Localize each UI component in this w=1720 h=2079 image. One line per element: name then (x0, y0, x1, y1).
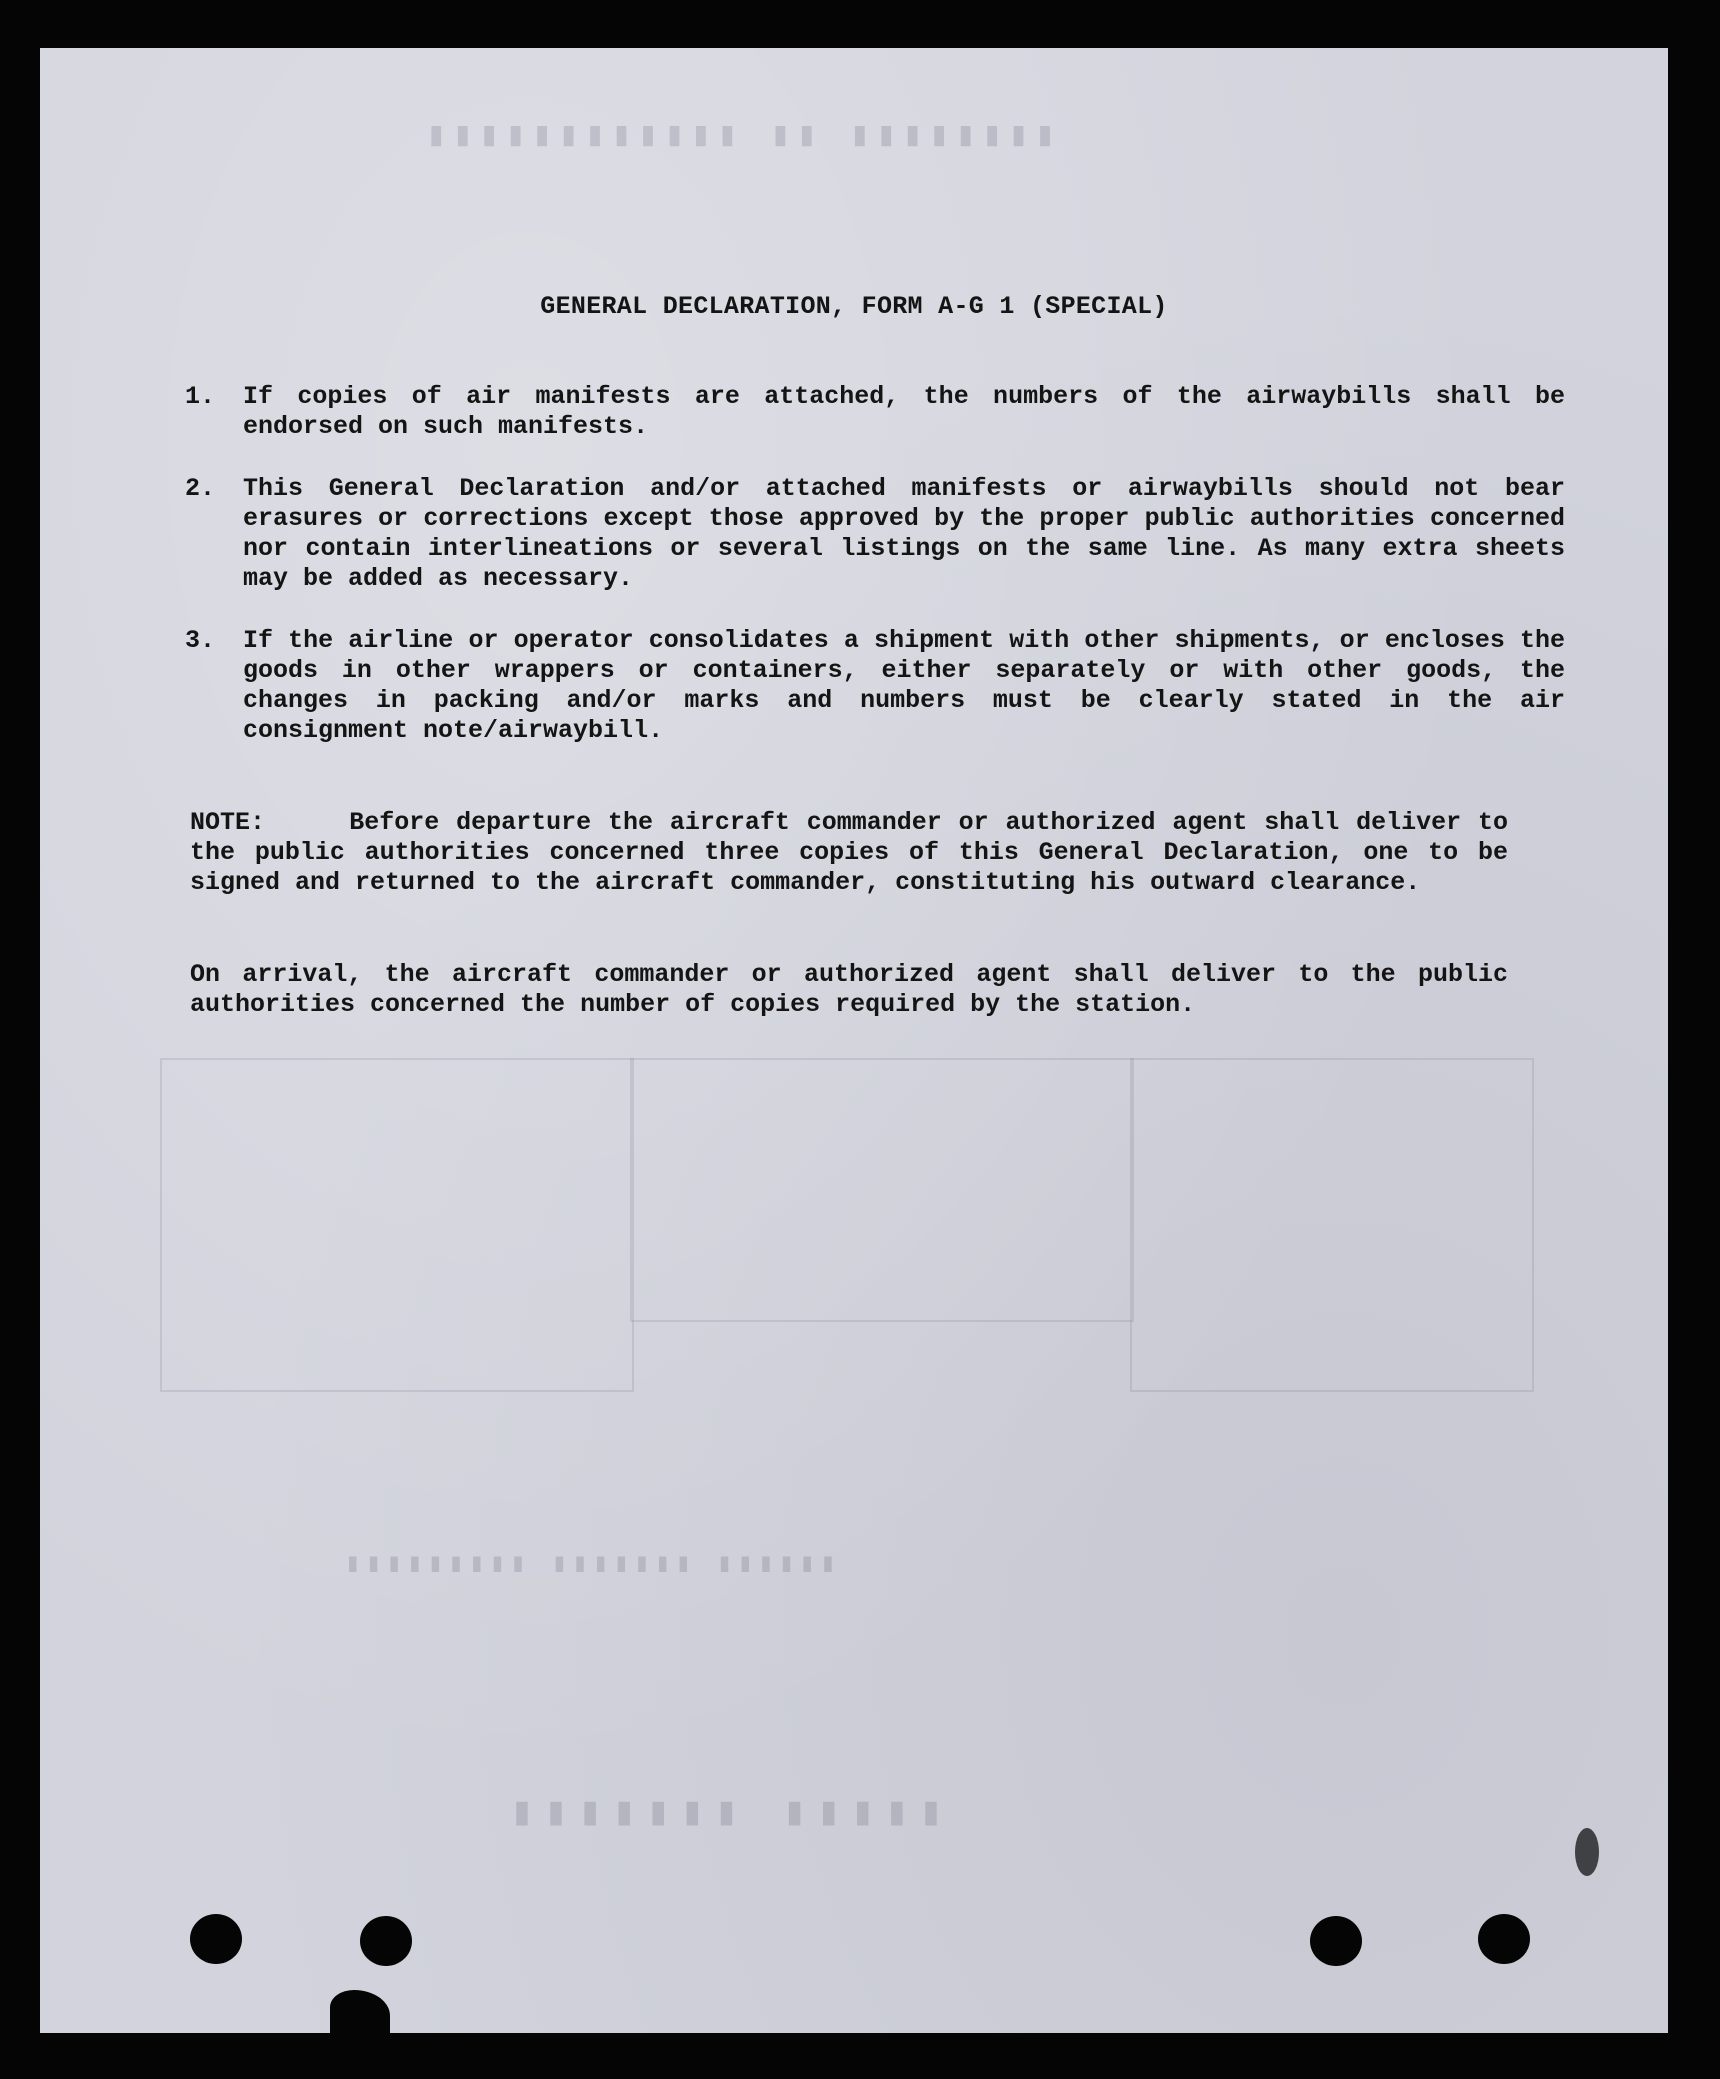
bleed-through-box (630, 1058, 1134, 1322)
bleed-through-box (1130, 1058, 1534, 1392)
note-label: NOTE: (190, 808, 266, 837)
list-item (185, 474, 1565, 594)
list-item-text: This General Declaration and/or attached manifests or airwaybills should not bear erasures or corrections except those approved by the proper public authorities concerned nor contain interlineations or several listings on the same line. As many extra sheets may be added as necessary. (243, 474, 1565, 593)
list-item-text: If copies of air manifests are attached, the numbers of the airwaybills shall be endorsed on such manifests. (243, 382, 1565, 441)
list-item-number: 2. (185, 474, 216, 503)
list-item-text: If the airline or operator consolidates a shipment with other shipments, or encloses the goods in other wrappers or containers, either separately or with other goods, the changes in packing and/or marks and numbers must be clearly stated in the air consignment note/airwaybill. (243, 626, 1565, 745)
note-paragraph (190, 808, 1508, 898)
page-title: GENERAL DECLARATION, FORM A-G 1 (SPECIAL) (540, 292, 1168, 321)
bleed-through-box (160, 1058, 634, 1392)
punch-hole (1310, 1916, 1362, 1966)
punch-hole (1478, 1914, 1530, 1964)
ink-smudge (1575, 1828, 1599, 1876)
arrival-paragraph: On arrival, the aircraft commander or authorized agent shall deliver to the public authorities concerned the number of copies required by the station. (190, 960, 1508, 1019)
list-item (185, 626, 1565, 746)
bleed-through-text: ▮▮▮▮▮ ▮▮▮▮▮▮▮ (500, 1788, 944, 1834)
list-item-number: 1. (185, 382, 216, 411)
torn-edge (330, 1990, 390, 2033)
bleed-through-text: ▮▮▮▮▮▮▮▮ ▮▮ ▮▮▮▮▮▮▮▮▮▮▮▮ (420, 114, 1056, 154)
punch-hole (190, 1914, 242, 1964)
document-page (40, 48, 1668, 2033)
bleed-through-text: ▮▮▮▮▮▮ ▮▮▮▮▮▮▮ ▮▮▮▮▮▮▮▮▮ (340, 1548, 836, 1578)
punch-hole (360, 1916, 412, 1966)
note-text: Before departure the aircraft commander or authorized agent shall deliver to the public authorities concerned three copies of this General Declaration, one to be signed and returned to the aircraft commander, constituting his outward clearance. (190, 808, 1509, 897)
list-item (185, 382, 1565, 442)
list-item-number: 3. (185, 626, 216, 655)
